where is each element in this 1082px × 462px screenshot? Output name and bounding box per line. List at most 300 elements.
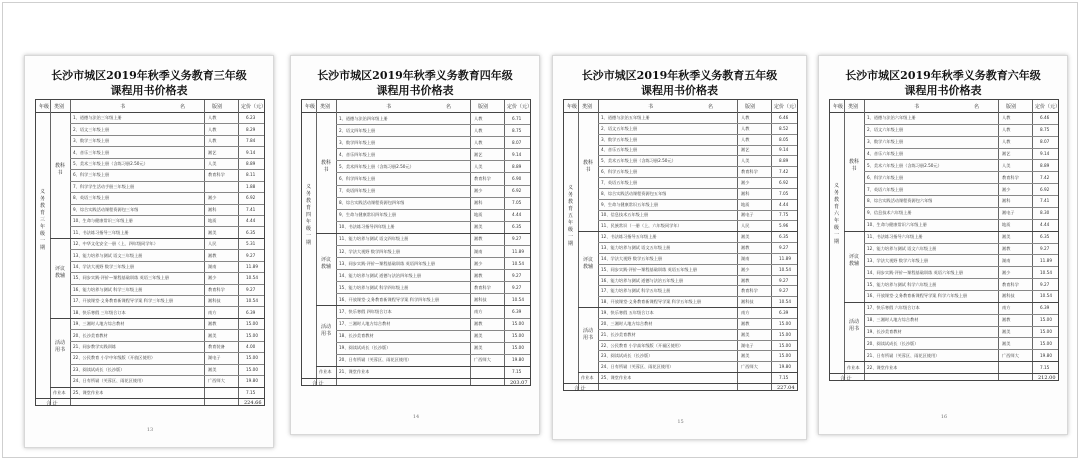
price-value: 6.39 [779, 310, 789, 316]
page-subtitle: 课程用书价格表 [904, 84, 982, 97]
price-value: 6.35 [246, 229, 256, 235]
category-label: 评议教辅 [321, 257, 332, 271]
section-divider [578, 372, 797, 373]
price-value: 10.54 [246, 275, 258, 281]
row-divider [336, 330, 530, 331]
book-name: 12、书法练习指导五年级上册 [601, 234, 657, 240]
category-label: 教科书 [55, 162, 66, 176]
price-value: 9.27 [779, 277, 789, 283]
total-label: 合 计 [46, 401, 58, 407]
price-value: 7.42 [1040, 174, 1050, 180]
publisher: 湘美 [208, 332, 217, 338]
row-divider [336, 354, 530, 355]
price-value: 6.92 [512, 188, 522, 194]
category-label: 评议教辅 [583, 257, 594, 271]
price-value: 7.15 [779, 375, 789, 381]
price-value: 6.92 [779, 179, 789, 185]
publisher: 湖南 [208, 263, 217, 269]
price-value: 8.11 [246, 172, 256, 178]
book-name: 15、能力培养与测试 科学六年级上册 [867, 281, 937, 287]
publisher: 人教 [741, 136, 750, 142]
row-divider [598, 123, 797, 124]
row-divider [336, 281, 530, 282]
book-name: 1、道德与法治五年级上册 [601, 114, 650, 120]
book-name: 3、数学六年级上册 [867, 139, 904, 145]
category-label: 活动用书 [321, 323, 332, 337]
price-value: 8.89 [1040, 162, 1050, 168]
document-page [24, 55, 274, 448]
row-divider [864, 207, 1058, 208]
price-value: 10.54 [1040, 293, 1052, 299]
row-divider [864, 124, 1058, 125]
row-divider [70, 249, 264, 250]
row-divider [598, 296, 797, 297]
grade-label: 义务教育五年级一期 [567, 185, 573, 247]
publisher: 湘教 [741, 320, 750, 326]
publisher: 湘少 [1002, 186, 1011, 192]
publisher: 湘科 [741, 190, 750, 196]
publisher: 广西师大 [208, 378, 225, 384]
row-divider [70, 226, 264, 227]
price-value: 6.46 [1040, 115, 1050, 121]
category-label: 作业本 [581, 375, 594, 381]
book-name: 23、阅读试成长（长沙版） [73, 366, 125, 372]
column-header: 定价（元） [1035, 104, 1061, 110]
grade-label: 义务教育六年级一期 [833, 182, 839, 245]
section-divider [316, 233, 530, 234]
price-value: 6.35 [779, 234, 789, 240]
row-divider [336, 209, 530, 210]
document-page [818, 55, 1068, 435]
row-divider [598, 264, 797, 265]
row-divider [336, 185, 530, 186]
publisher: 湘科 [208, 206, 217, 212]
price-value: 6.23 [246, 115, 256, 121]
publisher: 人教 [208, 138, 217, 144]
category-label: 活动用书 [849, 319, 860, 333]
book-name: 8、综合实践活动课程资源包五年级 [601, 190, 667, 196]
book-name: 1、道德与法治六年级上册 [867, 115, 916, 121]
book-name: 11、书法练习指导三年级上册 [73, 229, 129, 235]
column-divider [578, 100, 579, 390]
price-value: 8.75 [512, 127, 522, 133]
price-value: 6.71 [512, 115, 522, 121]
price-value: 6.92 [246, 195, 256, 201]
row-divider [864, 159, 1058, 160]
publisher: 湖南 [1002, 257, 1011, 263]
price-value: 11.89 [1040, 257, 1052, 263]
row-divider [864, 148, 1058, 149]
publisher: 湘美 [208, 229, 217, 235]
row-divider [598, 275, 797, 276]
book-name: 16、开放课堂·义务教育新课程导学案 科学四年级上册 [339, 296, 440, 302]
publisher: 教育科学 [1002, 174, 1019, 180]
book-name: 8、综合实践活动课程资源包六年级 [867, 198, 933, 204]
column-header: 类别 [320, 104, 331, 110]
book-name: 16、能力培养与测试 科学三年级上册 [73, 286, 143, 292]
book-name: 7、英语五年级上册 [601, 179, 638, 185]
publisher: 人美 [474, 163, 483, 169]
price-value: 10.54 [512, 296, 524, 302]
book-name: 11、民族常识（一册（上，六年级同学年） [601, 223, 682, 229]
book-name: 5、美术四年级上册（含练习册2.50元） [339, 163, 414, 169]
price-value: 6.90 [512, 176, 522, 181]
row-divider [70, 295, 264, 296]
book-name: 3、数学三年级上册 [73, 138, 110, 144]
book-name: 8、综合实践活动课程资源包四年级 [339, 200, 405, 206]
price-value: 15.00 [246, 332, 258, 338]
publisher: 南方 [208, 309, 217, 315]
publisher: 人教 [208, 126, 217, 132]
price-value: 4.44 [779, 201, 789, 207]
price-table [829, 99, 1059, 381]
book-name: 19、快乐寒假 五年级合订本 [601, 310, 654, 316]
publisher: 教育科学 [741, 169, 758, 175]
publisher: 湖南 [741, 255, 750, 261]
row-divider [336, 342, 530, 343]
book-name: 11、书法练习指导六年级上册 [867, 234, 923, 240]
publisher: 湘教 [208, 252, 217, 258]
column-header: 书 [648, 104, 654, 110]
book-name: 9、信息技术六年级上册 [867, 210, 912, 216]
price-value: 6.39 [1040, 305, 1050, 311]
book-name: 21、课堂作业本 [339, 369, 370, 375]
row-divider [864, 290, 1058, 291]
section-divider [844, 361, 1058, 362]
row-divider [336, 124, 530, 125]
publisher: 湘教 [741, 277, 750, 283]
book-name: 20、阅读试成长（长沙版） [867, 340, 919, 346]
book-name: 17、三湘时人地方综合教材 [339, 321, 391, 327]
row-divider [70, 123, 264, 124]
book-name: 7、英语六年级上册 [867, 186, 904, 192]
book-name: 2、语文五年级上册 [601, 125, 638, 131]
row-divider [336, 136, 530, 137]
publisher: 南方 [474, 309, 483, 314]
row-divider [598, 155, 797, 156]
price-value: 8.07 [512, 139, 522, 145]
row-divider [598, 199, 797, 200]
row-divider [598, 210, 797, 211]
section-divider [316, 305, 530, 306]
section-divider [50, 238, 264, 239]
publisher: 湘美 [208, 366, 217, 372]
publisher: 人民 [741, 223, 750, 229]
book-name: 14、同步实践·评价—课程基础训练 英语六年级上册 [867, 269, 963, 275]
grade-label: 义务教育三年级一期 [39, 188, 45, 251]
row-divider [864, 349, 1058, 350]
total-value: 224.66 [244, 400, 262, 406]
page-number: 14 [412, 414, 420, 420]
price-value: 4.44 [246, 218, 256, 224]
book-name: 12、中华文化安全一册（上，四年级同学年） [73, 241, 158, 247]
publisher: 湖电子 [208, 355, 221, 361]
book-name: 13、学法大视野 数学六年级上册 [867, 257, 929, 263]
book-name: 18、快乐寒假 三年级合订本 [73, 309, 126, 315]
price-value: 15.00 [1040, 317, 1052, 323]
publisher: 地质 [741, 201, 750, 207]
publisher: 教育装备 [208, 344, 225, 350]
page-number: 16 [940, 414, 948, 420]
document-page [290, 55, 540, 435]
price-value: 15.00 [779, 320, 791, 326]
row-divider [598, 177, 797, 178]
row-divider [336, 269, 530, 270]
book-name: 23、阅读试成长（长沙版） [601, 353, 653, 359]
total-value: 212.00 [1038, 375, 1056, 381]
publisher: 广西师大 [741, 364, 758, 370]
publisher: 地质 [208, 218, 217, 224]
publisher: 人教 [1002, 127, 1011, 133]
row-divider [864, 326, 1058, 327]
publisher: 地质 [474, 212, 483, 218]
category-label: 活动用书 [55, 340, 66, 354]
price-value: 15.00 [512, 333, 524, 339]
price-value: 6.46 [779, 114, 789, 120]
price-value: 10.54 [779, 299, 791, 305]
section-divider [578, 231, 797, 232]
publisher: 湘教 [474, 321, 483, 327]
book-name: 9、生命与健康常识四年级上册 [339, 212, 397, 218]
publisher: 人美 [741, 158, 750, 164]
section-divider [50, 387, 264, 388]
price-table [301, 99, 531, 386]
book-name: 4、音乐四年级上册 [339, 151, 376, 157]
row-divider [864, 243, 1058, 244]
row-divider [864, 278, 1058, 279]
page-title: 长沙市城区2019年秋季义务教育五年级 [581, 69, 778, 82]
publisher: 人美 [208, 160, 217, 166]
column-header: 书 [120, 104, 126, 110]
publisher: 湘科技 [741, 299, 754, 305]
total-label: 合 计 [840, 376, 852, 382]
row-divider [598, 318, 797, 319]
page-subtitle: 课程用书价格表 [376, 84, 454, 97]
section-divider [844, 302, 1058, 303]
publisher: 人教 [741, 114, 750, 120]
row-divider [864, 136, 1058, 137]
total-label: 合 计 [312, 381, 324, 387]
price-value: 11.89 [246, 263, 258, 269]
publisher: 湘科 [1002, 198, 1011, 204]
book-name: 7、科学学生活动手册三年级上册 [73, 183, 135, 189]
book-name: 7、英语四年级上册 [339, 188, 376, 194]
book-name: 6、科学三年级上册 [73, 172, 110, 178]
price-value: 11.89 [779, 255, 791, 261]
category-label: 作业本 [319, 369, 332, 375]
price-table [35, 99, 265, 406]
book-name: 15、同步实践·评价—课程基础训练 英语五年级上册 [601, 266, 697, 272]
price-value: 6.92 [1040, 186, 1050, 192]
book-name: 4、音乐三年级上册 [73, 149, 110, 155]
price-value: 7.05 [779, 190, 789, 196]
book-name: 1、道德与法治三年级上册 [73, 115, 122, 121]
price-value: 8.89 [512, 163, 522, 169]
price-value: 7.41 [1040, 198, 1050, 204]
price-value: 1.88 [246, 183, 256, 189]
row-divider [70, 158, 264, 159]
page-subtitle: 课程用书价格表 [110, 84, 188, 97]
section-divider [578, 307, 797, 308]
publisher: 湘美 [1002, 234, 1011, 240]
publisher: 人教 [474, 127, 483, 133]
column-header: 定价（元） [507, 104, 533, 110]
price-value: 9.27 [1040, 245, 1050, 251]
book-name: 13、能力培养与测试 语文五年级上册 [601, 245, 671, 250]
row-divider [336, 160, 530, 161]
publisher: 人教 [474, 139, 483, 145]
publisher: 湖南 [474, 248, 483, 254]
row-divider [70, 215, 264, 216]
book-name: 17、快乐寒假 四年级合订本 [339, 309, 392, 314]
price-value: 15.00 [779, 353, 791, 359]
price-value: 9.27 [512, 272, 522, 278]
book-name: 22、公民教育 小学中年级版（开放区使用） [73, 355, 156, 361]
price-value: 10.54 [779, 266, 791, 272]
book-name: 15、同步实践·评价—课程基础训练 英语三年级上册 [73, 275, 169, 281]
book-name: 6、科学五年级上册 [601, 169, 638, 175]
price-value: 9.14 [512, 151, 522, 157]
book-name: 25、课堂作业本 [73, 389, 104, 395]
price-value: 15.00 [1040, 328, 1052, 334]
column-header: 版别 [478, 104, 489, 110]
publisher: 湘少 [474, 260, 483, 266]
price-value: 6.35 [1040, 234, 1050, 240]
total-row-divider [302, 378, 530, 379]
column-header: 定价（元） [774, 104, 800, 110]
total-label: 合 计 [574, 386, 586, 392]
book-name: 20、日有所诵（芙蓉区、雨花区使用） [339, 357, 412, 363]
row-divider [598, 134, 797, 135]
publisher: 湘美 [741, 353, 750, 359]
publisher: 教育科学 [474, 284, 491, 290]
price-value: 8.89 [779, 158, 789, 164]
price-value: 19.80 [779, 364, 791, 370]
row-divider [70, 364, 264, 365]
row-divider [336, 245, 530, 246]
book-name: 25、课堂作业本 [601, 375, 632, 381]
price-value: 7.05 [512, 200, 522, 206]
publisher: 湘艺 [1002, 151, 1011, 157]
book-name: 20、三湘时人地方综合教材 [601, 320, 653, 326]
category-label: 教科书 [321, 160, 332, 174]
publisher: 湘美 [474, 224, 483, 230]
book-name: 19、长沙美育教材 [867, 328, 902, 334]
column-divider [771, 100, 772, 390]
row-divider [336, 148, 530, 149]
book-name: 10、生命与健康常识三年级上册 [73, 218, 133, 224]
row-divider [864, 183, 1058, 184]
price-value: 7.15 [1040, 364, 1050, 370]
price-value: 7.42 [779, 169, 789, 175]
price-value: 10.54 [512, 260, 524, 266]
column-header: 名 [446, 104, 452, 110]
section-divider [50, 318, 264, 319]
column-header: 名 [974, 104, 980, 110]
row-divider [598, 361, 797, 362]
publisher: 湘美 [474, 345, 483, 351]
category-label: 活动用书 [583, 327, 594, 341]
row-divider [336, 197, 530, 198]
price-value: 6.39 [512, 309, 522, 314]
publisher: 湘电子 [741, 212, 754, 218]
price-value: 9.27 [246, 252, 256, 258]
book-name: 19、阅读试成长（长沙版） [339, 345, 391, 351]
publisher: 湘美 [741, 331, 750, 337]
book-name: 24、日有所诵（芙蓉区、雨花区使用） [601, 364, 674, 370]
book-name: 20、长沙美育教材 [73, 332, 108, 338]
book-name: 2、语文六年级上册 [867, 127, 904, 133]
row-divider [864, 266, 1058, 267]
row-divider [336, 221, 530, 222]
price-value: 9.27 [512, 236, 522, 242]
row-divider [598, 285, 797, 286]
row-divider [70, 272, 264, 273]
page-number: 13 [146, 427, 154, 433]
publisher: 湘教 [1002, 245, 1011, 251]
row-divider [70, 146, 264, 147]
price-value: 9.14 [1040, 151, 1050, 157]
book-name: 16、开放课堂·义务教育新课程导学案 科学六年级上册 [867, 293, 968, 299]
price-value: 9.14 [246, 149, 256, 155]
price-value: 6.35 [512, 224, 522, 230]
publisher: 湘艺 [208, 149, 217, 155]
price-value: 8.05 [779, 136, 789, 142]
book-name: 22、公民教育 小学高年级版（开福区使用） [601, 342, 684, 348]
price-value: 19.80 [512, 357, 524, 363]
price-value: 8.30 [1040, 210, 1050, 216]
column-header: 版别 [212, 104, 223, 110]
book-name: 5、美术六年级上册（含练习册2.50元） [867, 162, 942, 168]
book-name: 9、综合实践活动课程资源包三年级 [73, 206, 139, 212]
category-label: 作业本 [847, 364, 860, 370]
section-divider [316, 366, 530, 367]
price-value: 4.44 [1040, 222, 1050, 228]
price-value: 8.07 [1040, 139, 1050, 145]
row-divider [864, 254, 1058, 255]
page-subtitle: 课程用书价格表 [641, 84, 718, 97]
row-divider [336, 318, 530, 319]
book-name: 18、三湘时人地方综合教材 [867, 317, 919, 323]
book-name: 10、信息技术五年级上册 [601, 212, 649, 218]
book-name: 12、学法大视野 数学四年级上册 [339, 248, 401, 254]
publisher: 人民 [208, 241, 217, 247]
book-name: 14、能力培养与测试 道德与法治四年级上册 [339, 272, 422, 278]
row-divider [598, 188, 797, 189]
row-divider [70, 284, 264, 285]
category-label: 教科书 [849, 159, 860, 173]
price-value: 19.80 [246, 378, 258, 384]
column-header: 年级 [39, 104, 50, 110]
row-divider [598, 350, 797, 351]
row-divider [70, 306, 264, 307]
column-header: 版别 [1006, 104, 1017, 110]
price-value: 15.00 [512, 321, 524, 327]
column-header: 名 [180, 104, 186, 110]
book-name: 11、能力培养与测试 语文四年级上册 [339, 236, 409, 242]
row-divider [70, 329, 264, 330]
total-value: 203.07 [510, 380, 528, 386]
book-name: 6、科学四年级上册 [339, 176, 376, 181]
book-name: 9、生命与健康常识五年级上册 [601, 201, 659, 207]
publisher: 湖电子 [741, 342, 754, 348]
price-value: 9.14 [779, 147, 789, 153]
book-name: 4、音乐六年级上册 [867, 151, 904, 157]
publisher: 教育科学 [1002, 281, 1019, 287]
row-divider [598, 166, 797, 167]
price-value: 7.41 [246, 206, 256, 212]
price-value: 15.00 [246, 355, 258, 361]
